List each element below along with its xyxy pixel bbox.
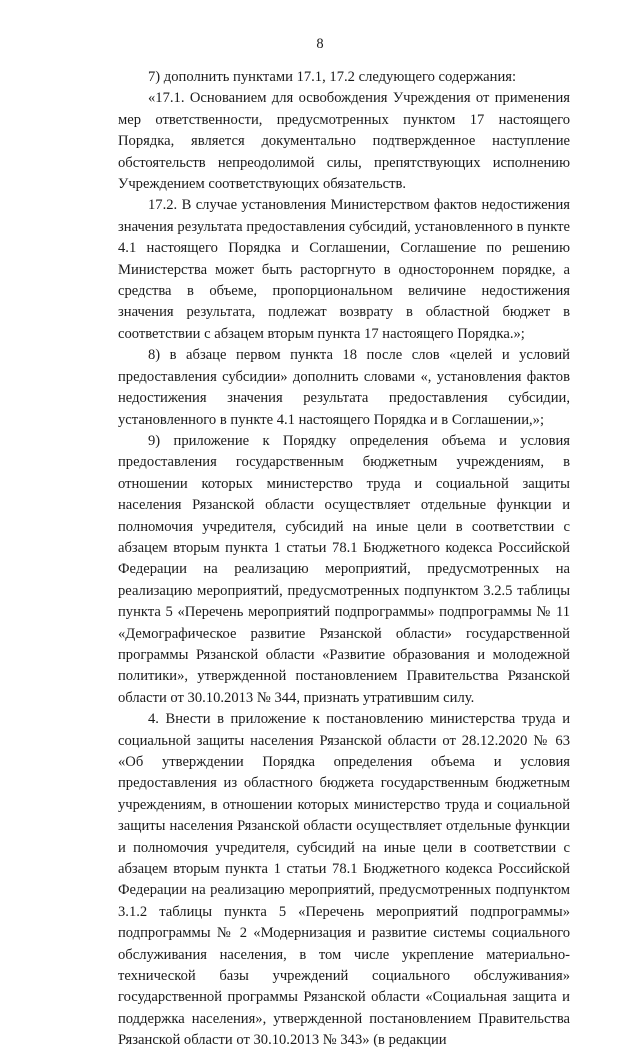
paragraph-clause-17-2: 17.2. В случае установления Министерством фактов недостижения значения результата предоставления субсидий, установленного в пункте 4.1 настоящего Порядка и Соглашении, Соглашение по решению Министерства может быть расторгнуто в одностороннем порядке, а средства в объеме, пропорциональном величине недостижения значения результата, подлежат возврату в областной бюджет в соответствии с абзацем вторым пункта 17 настоящего Порядка.»; [118, 197, 570, 342]
document-body [118, 67, 570, 1052]
paragraph-item-7: 7) дополнить пунктами 17.1, 17.2 следующего содержания: [148, 69, 517, 85]
paragraph-section-4: 4. Внести в приложение к постановлению министерства труда и социальной защиты населения Рязанской области от 28.12.2020 № 63 «Об утверждении Порядка определения объема и условия предоставления из областного бюджета государственным бюджетным учреждениям, в отношении которых министерство труда и социальной защиты населения Рязанской области осуществляет отдельные функции и полномочия учредителя, субсидий на иные цели в соответствии с абзацем вторым пункта 1 статьи 78.1 Бюджетного кодекса Российской Федерации на реализацию мероприятий, предусмотренных подпунктом 3.1.2 таблицы пункта 5 «Перечень мероприятий подпрограммы» подпрограммы № 2 «Модернизация и развитие системы социального обслуживания населения, в том числе укрепление материально-технической базы учреждений социального обслуживания» государственной программы Рязанской области «Социальная защита и поддержка населения», утвержденной постановлением Правительства Рязанской области от 30.10.2013 № 343» (в редакции [118, 711, 570, 1049]
paragraph-clause-17-1: «17.1. Основанием для освобождения Учреждения от применения мер ответственности, предусмотренных пунктом 17 настоящего Порядка, является документально подтвержденное наступление обстоятельств непреодолимой силы, препятствующих исполнению Учреждением соответствующих обязательств. [118, 90, 570, 193]
paragraph-item-9: 9) приложение к Порядку определения объема и условия предоставления государственным бюджетным учреждениям, в отношении которых министерство труда и социальной защиты населения Рязанской области осуществляет отдельные функции и полномочия учредителя, субсидий на иные цели в соответствии с абзацем вторым пункта 1 статьи 78.1 Бюджетного кодекса Российской Федерации на реализацию мероприятий, предусмотренных на реализацию мероприятий, предусмотренных подпунктом 3.2.5 таблицы пункта 5 «Перечень мероприятий подпрограммы» подпрограммы № 11 «Демографическое развитие Рязанской области» государственной программы Рязанской области «Развитие образования и молодежной политики», утвержденной постановлением Правительства Рязанской области от 30.10.2013 № 344, признать утратившим силу. [118, 432, 570, 706]
page-number: 8 [316, 36, 324, 52]
paragraph-item-8: 8) в абзаце первом пункта 18 после слов «целей и условий предоставления субсидии» дополнить словами «, установления фактов недостижения значения результата предоставления субсидии, установленного в пункте 4.1 настоящего Порядка и в Соглашении,»; [118, 347, 570, 428]
